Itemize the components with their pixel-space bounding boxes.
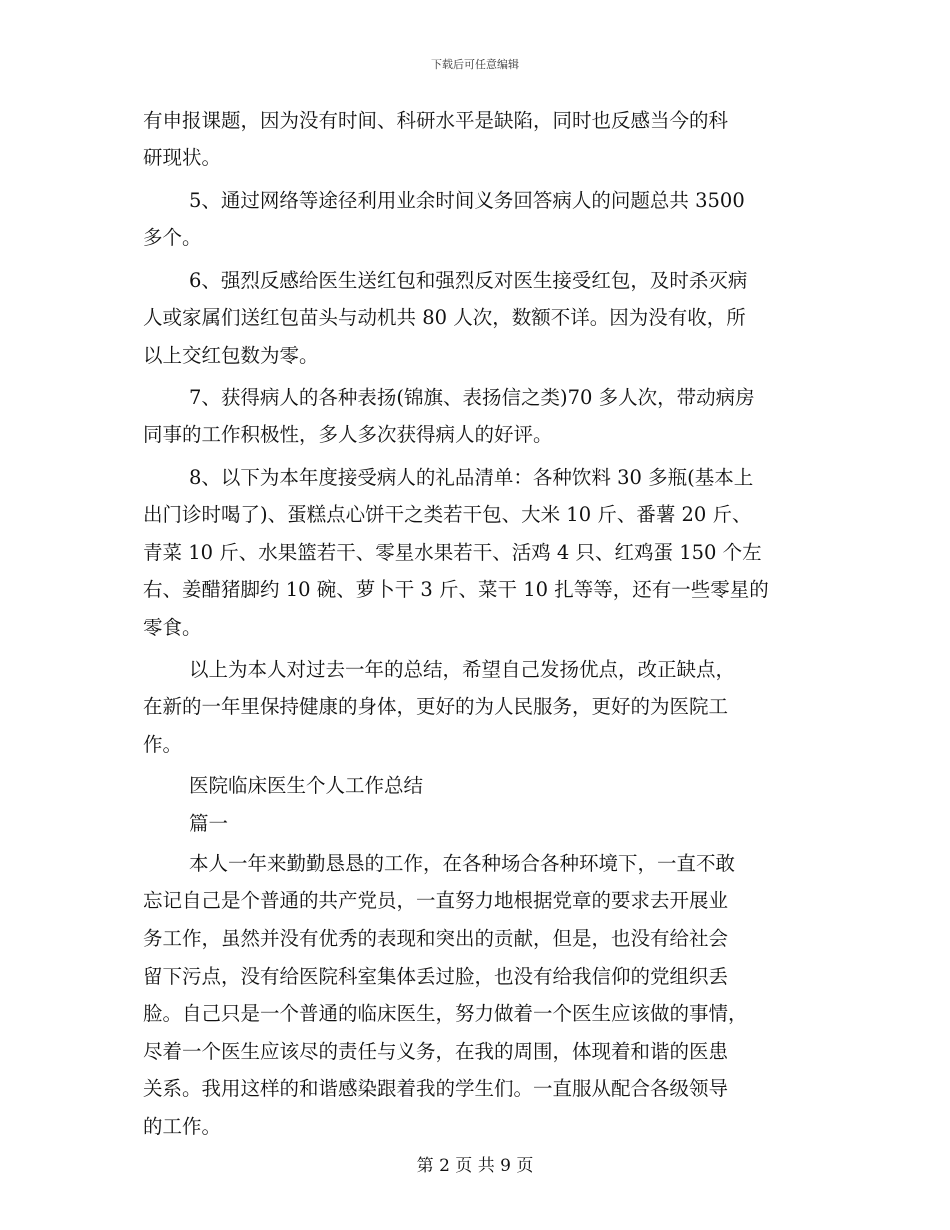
text-line: 关系。我用这样的和谐感染跟着我的学生们。一直服从配合各级领导 [143, 1077, 729, 1100]
text-line: 研现状。 [143, 146, 222, 169]
text-line: 出门诊时喝了)、蛋糕点心饼干之类若干包、大米 10 斤、番薯 20 斤、 [143, 503, 752, 526]
text-line: 同事的工作积极性，多人多次获得病人的好评。 [143, 423, 553, 446]
text-line: 5、通过网络等途径利用业余时间义务回答病人的问题总共 3500 [189, 189, 745, 212]
text-line: 务工作，虽然并没有优秀的表现和突出的贡献，但是，也没有给社会 [143, 927, 729, 950]
text-line: 作。 [143, 733, 183, 756]
page-footer: 第 2 页 共 9 页 [416, 1156, 534, 1176]
text-line: 尽着一个医生应该尽的责任与义务，在我的周围，体现着和谐的医患 [143, 1040, 729, 1063]
text-line: 人或家属们送红包苗头与动机共 80 人次，数额不详。因为没有收，所 [143, 306, 746, 329]
text-line: 在新的一年里保持健康的身体，更好的为人民服务，更好的为医院工 [143, 695, 729, 718]
text-line: 有申报课题，因为没有时间、科研水平是缺陷，同时也反感当今的科 [143, 109, 729, 132]
text-line: 6、强烈反感给医生送红包和强烈反对医生接受红包，及时杀灭病 [189, 269, 748, 292]
text-line: 忘记自己是个普通的共产党员，一直努力地根据党章的要求去开展业 [143, 889, 729, 912]
text-line: 青菜 10 斤、水果篮若干、零星水果若干、活鸡 4 只、红鸡蛋 150 个左 [143, 541, 762, 564]
text-line: 8、以下为本年度接受病人的礼品清单：各种饮料 30 多瓶(基本上 [189, 466, 754, 489]
page-header: 下载后可任意编辑 [431, 58, 519, 71]
text-line: 的工作。 [143, 1115, 222, 1138]
text-line: 7、获得病人的各种表扬(锦旗、表扬信之类)70 多人次，带动病房 [189, 386, 755, 409]
section-title: 医院临床医生个人工作总结 [189, 774, 424, 797]
text-line: 以上交红包数为零。 [143, 344, 319, 367]
text-line: 以上为本人对过去一年的总结，希望自己发扬优点，改正缺点， [189, 658, 736, 681]
text-line: 脸。自己只是一个普通的临床医生，努力做着一个医生应该做的事情， [143, 1002, 748, 1025]
text-line: 多个。 [143, 226, 202, 249]
text-line: 右、姜醋猪脚约 10 碗、萝卜干 3 斤、菜干 10 扎等等，还有一些零星的 [143, 578, 769, 601]
text-line: 本人一年来勤勤恳恳的工作，在各种场合各种环境下，一直不敢 [189, 852, 736, 875]
text-line: 零食。 [143, 616, 202, 639]
section-subtitle: 篇一 [189, 812, 229, 835]
text-line: 留下污点，没有给医院科室集体丢过脸，也没有给我信仰的党组织丢 [143, 965, 729, 988]
